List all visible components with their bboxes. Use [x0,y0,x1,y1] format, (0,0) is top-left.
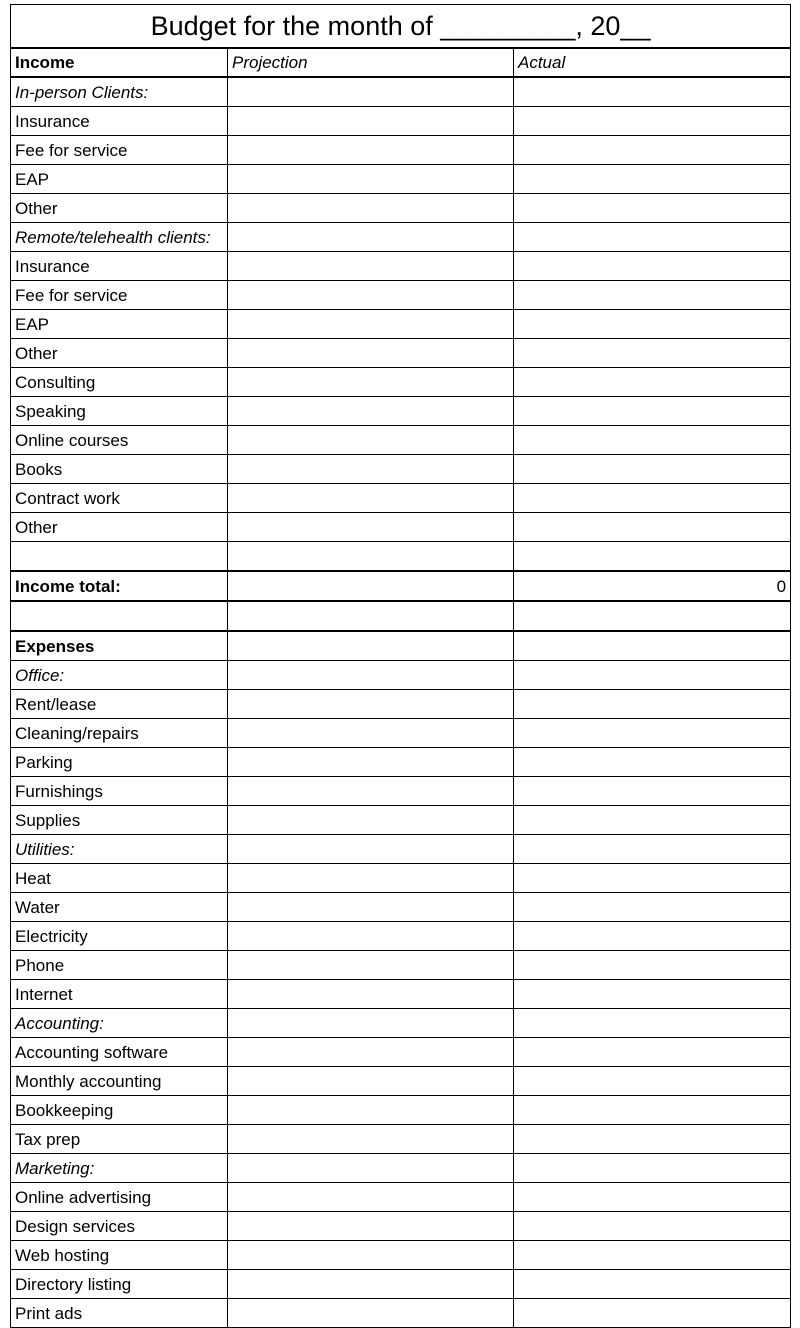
spacer-label-cell [11,601,228,631]
actual-input-cell[interactable] [514,690,791,719]
income-total-row [11,571,791,601]
actual-input-cell[interactable] [514,368,791,397]
row-label: Accounting software [11,1038,228,1067]
row-label: Tax prep [11,1125,228,1154]
table-row [11,1096,791,1125]
actual-input-cell[interactable] [514,1096,791,1125]
projection-input-cell[interactable] [228,77,514,107]
projection-input-cell[interactable] [228,748,514,777]
column-header-actual: Actual [514,48,791,77]
table-row [11,690,791,719]
actual-input-cell[interactable] [514,223,791,252]
row-label: Insurance [11,107,228,136]
projection-input-cell[interactable] [228,107,514,136]
actual-input-cell[interactable] [514,1067,791,1096]
row-label: Remote/telehealth clients: [11,223,228,252]
projection-input-cell[interactable] [228,922,514,951]
actual-input-cell[interactable] [514,748,791,777]
row-label: Design services [11,1212,228,1241]
actual-input-cell[interactable] [514,339,791,368]
table-row [11,1270,791,1299]
projection-input-cell[interactable] [228,1299,514,1328]
table-row [11,513,791,542]
actual-input-cell[interactable] [514,455,791,484]
projection-input-cell[interactable] [228,777,514,806]
table-row [11,980,791,1009]
income-total-actual-value: 0 [514,571,791,601]
table-row [11,864,791,893]
table-row [11,748,791,777]
actual-input-cell[interactable] [514,1270,791,1299]
table-row [11,922,791,951]
actual-input-cell[interactable] [514,426,791,455]
table-row [11,1125,791,1154]
row-label: Bookkeeping [11,1096,228,1125]
table-row [11,310,791,339]
projection-input-cell[interactable] [228,1067,514,1096]
projection-input-cell[interactable] [228,368,514,397]
actual-input-cell[interactable] [514,194,791,223]
table-row [11,281,791,310]
table-row [11,661,791,690]
projection-input-cell[interactable] [228,719,514,748]
table-row [11,194,791,223]
projection-input-cell[interactable] [228,397,514,426]
projection-input-cell[interactable] [228,1125,514,1154]
table-row [11,1009,791,1038]
spacer-row-after-income-items [11,542,791,572]
row-label: Online advertising [11,1183,228,1212]
actual-input-cell[interactable] [514,806,791,835]
row-label: Other [11,513,228,542]
row-label: Print ads [11,1299,228,1328]
row-label: Web hosting [11,1241,228,1270]
expenses-section-header: Expenses [11,631,228,661]
spacer-label-cell [11,542,228,572]
income-total-projection-cell[interactable] [228,571,514,601]
table-row [11,1038,791,1067]
income-total-label: Income total: [11,571,228,601]
table-row [11,136,791,165]
projection-input-cell[interactable] [228,1038,514,1067]
spacer-actual-cell[interactable] [514,601,791,631]
table-row [11,484,791,513]
income-section-header: Income [11,48,228,77]
title-row [11,5,791,49]
page-title-text: Budget for the month of _________, 20__ [150,11,651,41]
row-label: Rent/lease [11,690,228,719]
actual-input-cell[interactable] [514,661,791,690]
table-row [11,339,791,368]
table-row [11,223,791,252]
actual-input-cell[interactable] [514,1125,791,1154]
projection-input-cell[interactable] [228,281,514,310]
spacer-row-after-income-total [11,601,791,631]
row-label: EAP [11,165,228,194]
actual-input-cell[interactable] [514,893,791,922]
projection-input-cell[interactable] [228,339,514,368]
row-label: Fee for service [11,281,228,310]
row-label: Other [11,194,228,223]
column-header-row [11,48,791,77]
row-label: Supplies [11,806,228,835]
table-row [11,426,791,455]
row-label: Cleaning/repairs [11,719,228,748]
table-row [11,806,791,835]
projection-input-cell[interactable] [228,165,514,194]
projection-input-cell[interactable] [228,1270,514,1299]
row-label: Speaking [11,397,228,426]
row-label: Insurance [11,252,228,281]
table-row [11,835,791,864]
row-label: Utilities: [11,835,228,864]
projection-input-cell[interactable] [228,1009,514,1038]
table-row [11,1183,791,1212]
actual-input-cell[interactable] [514,252,791,281]
projection-input-cell[interactable] [228,893,514,922]
row-label: EAP [11,310,228,339]
table-row [11,165,791,194]
projection-input-cell[interactable] [228,194,514,223]
row-label: Books [11,455,228,484]
actual-input-cell[interactable] [514,484,791,513]
expenses-header-actual-cell [514,631,791,661]
row-label: Fee for service [11,136,228,165]
table-row [11,252,791,281]
projection-input-cell[interactable] [228,951,514,980]
table-row [11,719,791,748]
expenses-header-row [11,631,791,661]
budget-table-body [11,5,791,1328]
row-label: Office: [11,661,228,690]
actual-input-cell[interactable] [514,513,791,542]
spacer-actual-cell[interactable] [514,542,791,572]
actual-input-cell[interactable] [514,165,791,194]
projection-input-cell[interactable] [228,513,514,542]
actual-input-cell[interactable] [514,1038,791,1067]
table-row [11,1241,791,1270]
row-label: Phone [11,951,228,980]
table-row [11,107,791,136]
actual-input-cell[interactable] [514,835,791,864]
actual-input-cell[interactable] [514,310,791,339]
actual-input-cell[interactable] [514,980,791,1009]
row-label: Furnishings [11,777,228,806]
projection-input-cell[interactable] [228,1096,514,1125]
projection-input-cell[interactable] [228,484,514,513]
projection-input-cell[interactable] [228,690,514,719]
actual-input-cell[interactable] [514,951,791,980]
page-title [11,5,791,49]
row-label: Marketing: [11,1154,228,1183]
table-row [11,893,791,922]
projection-input-cell[interactable] [228,835,514,864]
row-label: Electricity [11,922,228,951]
table-row [11,368,791,397]
projection-input-cell[interactable] [228,1212,514,1241]
spacer-projection-cell[interactable] [228,601,514,631]
projection-input-cell[interactable] [228,310,514,339]
row-label: Water [11,893,228,922]
budget-table [10,4,791,1328]
row-label: Heat [11,864,228,893]
projection-input-cell[interactable] [228,1241,514,1270]
table-row [11,1299,791,1328]
row-label: Accounting: [11,1009,228,1038]
column-header-projection: Projection [228,48,514,77]
projection-input-cell[interactable] [228,864,514,893]
actual-input-cell[interactable] [514,281,791,310]
row-label: Online courses [11,426,228,455]
row-label: Internet [11,980,228,1009]
row-label: Contract work [11,484,228,513]
projection-input-cell[interactable] [228,661,514,690]
table-row [11,397,791,426]
actual-input-cell[interactable] [514,397,791,426]
row-label: In-person Clients: [11,77,228,107]
projection-input-cell[interactable] [228,252,514,281]
table-row [11,1212,791,1241]
table-row [11,1154,791,1183]
row-label: Monthly accounting [11,1067,228,1096]
row-label: Other [11,339,228,368]
projection-input-cell[interactable] [228,1154,514,1183]
expenses-header-projection-cell [228,631,514,661]
actual-input-cell[interactable] [514,1212,791,1241]
table-row [11,1067,791,1096]
projection-input-cell[interactable] [228,426,514,455]
actual-input-cell[interactable] [514,77,791,107]
projection-input-cell[interactable] [228,980,514,1009]
projection-input-cell[interactable] [228,806,514,835]
actual-input-cell[interactable] [514,1154,791,1183]
actual-input-cell[interactable] [514,1299,791,1328]
projection-input-cell[interactable] [228,136,514,165]
spacer-projection-cell[interactable] [228,542,514,572]
actual-input-cell[interactable] [514,136,791,165]
table-row [11,777,791,806]
actual-input-cell[interactable] [514,107,791,136]
projection-input-cell[interactable] [228,455,514,484]
row-label: Parking [11,748,228,777]
actual-input-cell[interactable] [514,1009,791,1038]
table-row [11,77,791,107]
projection-input-cell[interactable] [228,223,514,252]
row-label: Directory listing [11,1270,228,1299]
row-label: Consulting [11,368,228,397]
actual-input-cell[interactable] [514,719,791,748]
table-row [11,455,791,484]
actual-input-cell[interactable] [514,777,791,806]
actual-input-cell[interactable] [514,864,791,893]
actual-input-cell[interactable] [514,1241,791,1270]
actual-input-cell[interactable] [514,922,791,951]
projection-input-cell[interactable] [228,1183,514,1212]
table-row [11,951,791,980]
actual-input-cell[interactable] [514,1183,791,1212]
